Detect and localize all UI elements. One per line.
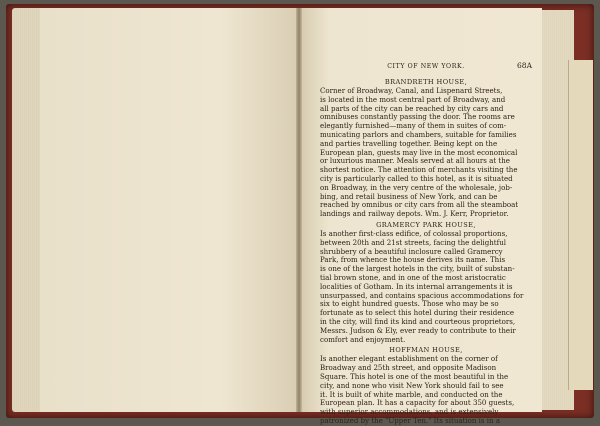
text-line: Square. This hotel is one of the most beautiful in the [320, 372, 509, 381]
text-line: elegantly furnished—many of them in suites of com- [320, 122, 507, 131]
text-line: Corner of Broadway, Canal, and Lispenard Streets, [320, 87, 503, 95]
text-line: landings and railway depots. Wm. J. Kerr, Proprietor. [320, 210, 509, 219]
text-line: localities of Gotham. In its internal arrangements it is [320, 282, 513, 291]
text-line: between 20th and 21st streets, facing the delightful [320, 238, 507, 247]
text-line: comfort and enjoyment. [320, 335, 406, 344]
text-line: Is another first-class edifice, of colossal proportions, [320, 229, 508, 238]
text-line: in the city, will find its kind and courteous proprietors, [320, 317, 516, 326]
section-text [320, 355, 532, 425]
book-gutter [296, 8, 302, 412]
text-line: European plan, guests may live in the most economical [320, 148, 518, 157]
text-line: fortunate as to select this hotel during their residence [320, 309, 515, 318]
section-heading: BRANDRETH HOUSE, [384, 78, 468, 86]
text-line: with superior accommodations, and is extensively [320, 408, 499, 417]
text-line: is located in the most central part of Broadway, and [320, 95, 506, 104]
text-line: bing, and retail business of New York, and can be [320, 192, 498, 201]
text-line: reached by omnibus or city cars from all the steamboat [320, 201, 519, 210]
text-line: six to eight hundred guests. Those who may be so [320, 300, 499, 309]
text-line: shortest notice. The attention of merchants visiting the [320, 166, 518, 175]
text-line: Messrs. Judson & Ely, ever ready to contribute to their [320, 326, 516, 335]
text-line: it. It is built of white marble, and conducted on the [320, 390, 503, 399]
text-line: municating parlors and chambers, suitable for families [320, 130, 517, 139]
section-text [320, 87, 532, 219]
section-heading: GRAMERCY PARK HOUSE, [376, 220, 476, 229]
text-line: Is another elegant establishment on the corner of [320, 355, 498, 364]
text-line: omnibuses constantly passing the door. The rooms are [320, 113, 515, 122]
text-line: patronized by the "Upper Ten." Its situation is in a [320, 416, 501, 425]
loose-leaf-insert [568, 60, 593, 390]
section-text [320, 230, 532, 344]
text-line: Broadway and 25th street, and opposite Madison [320, 364, 497, 373]
text-line: unsurpassed, and contains spacious accommodations for [320, 291, 524, 300]
text-line: and parties travelling together. Being kept on the [320, 139, 498, 148]
section-heading: HOFFMAN HOUSE, [389, 346, 463, 355]
text-line: is one of the largest hotels in the city, built of substan- [320, 265, 515, 274]
text-line: European plan. It has a capacity for about 350 guests, [320, 399, 515, 408]
running-head-title: CITY OF NEW YORK. [387, 63, 465, 70]
text-line: city is particularly called to this hotel, as it is situated [320, 174, 513, 183]
text-line: city, and none who visit New York should fail to see [320, 381, 504, 390]
left-page-blank [40, 8, 298, 412]
left-page-edges [12, 8, 40, 412]
text-line: all parts of the city can be reached by city cars and [320, 104, 504, 113]
text-line: shrubbery of a beautiful inclosure called Gramercy [320, 247, 503, 256]
page-number: 68A [517, 61, 532, 70]
page-body [320, 78, 532, 426]
text-line: or luxurious manner. Meals served at all hours at the [320, 157, 510, 166]
text-line: on Broadway, in the very centre of the wholesale, job- [320, 183, 513, 192]
text-line: Park, from whence the house derives its name. This [320, 256, 506, 265]
text-line: tial brown stone, and in one of the most aristocratic [320, 273, 506, 282]
running-head [320, 63, 532, 73]
